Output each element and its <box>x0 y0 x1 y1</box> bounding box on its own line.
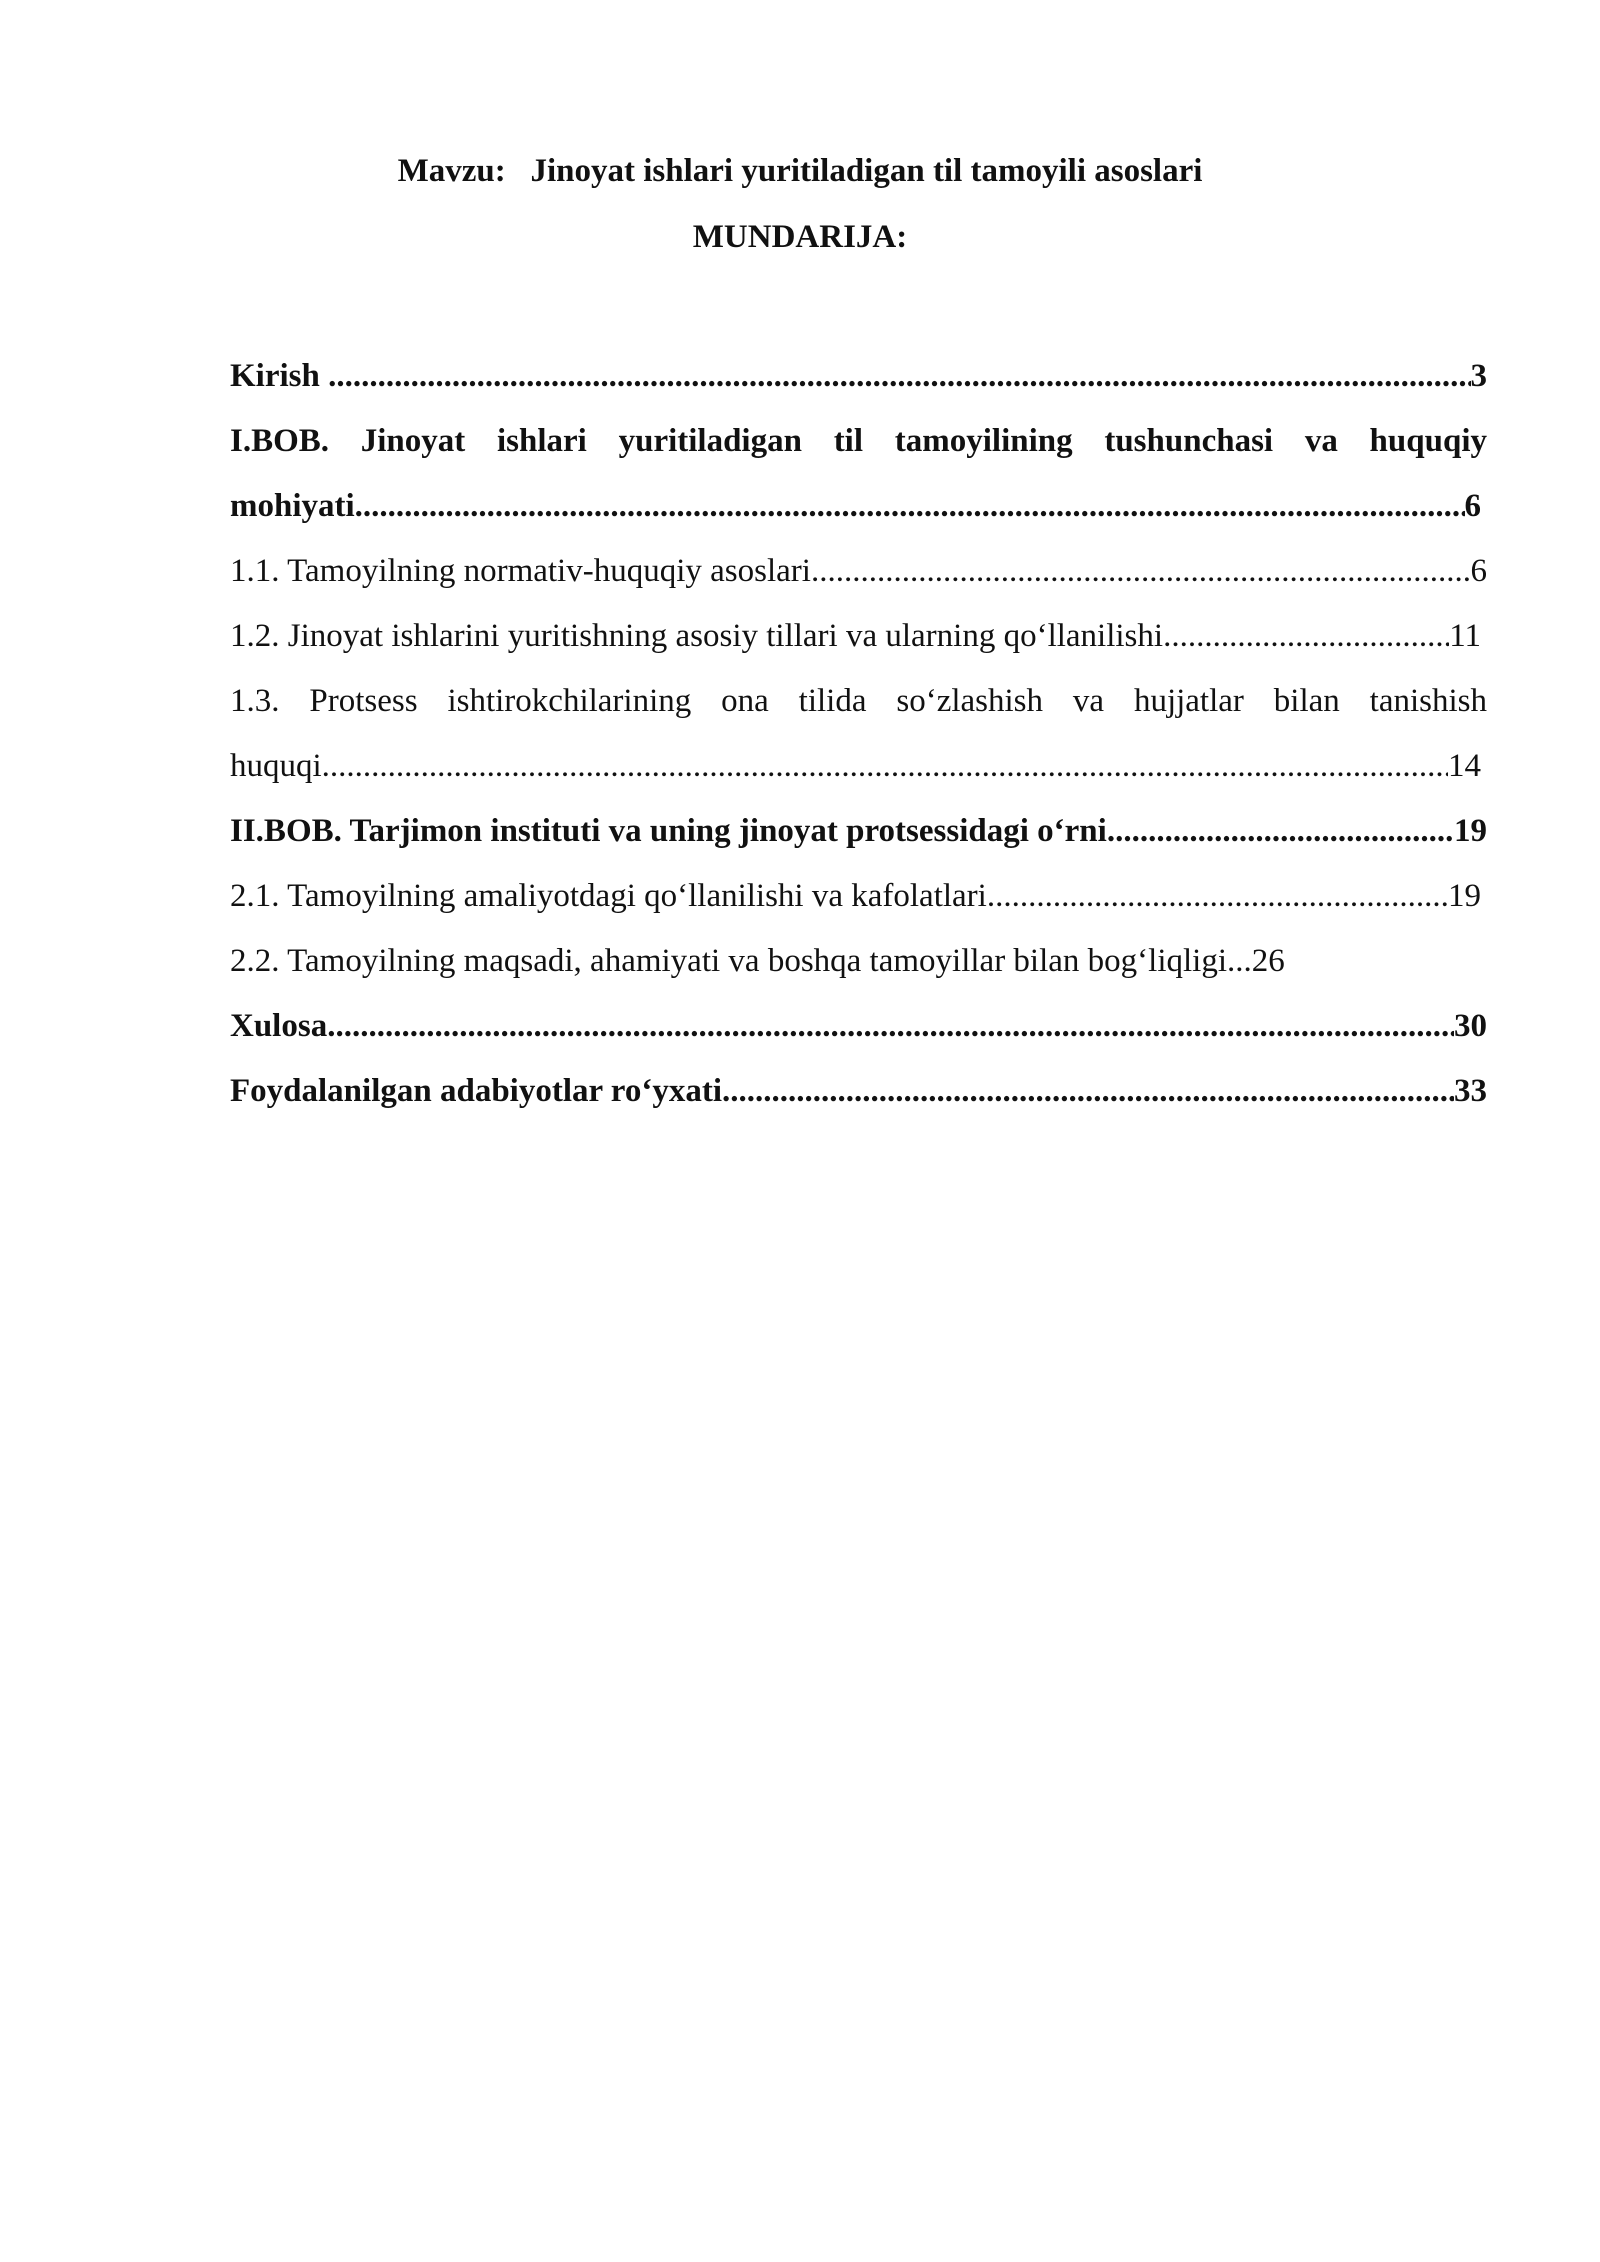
toc-entry-bob1-line1: I.BOB. Jinoyat ishlari yuritiladigan til tamoyilining tushunchasi va huquqiy <box>230 423 1487 459</box>
toc-page-number: 14 <box>1448 748 1481 784</box>
toc-entry-kirish <box>230 344 1487 409</box>
toc-entry-title: II.BOB. Tarjimon instituti va uning jinoyat protsessidagi o‘rni <box>230 813 1107 849</box>
toc-page-number: 3 <box>1470 358 1487 394</box>
dot-leader <box>322 734 1448 799</box>
toc-page-number: 6 <box>1464 488 1481 524</box>
toc-entry-title: Kirish <box>230 358 329 394</box>
toc-page-number: 6 <box>1470 553 1487 589</box>
toc-entry-adabiyotlar <box>230 1059 1487 1124</box>
topic-title: Mavzu: Jinoyat ishlari yuritiladigan til tamoyili asoslari <box>397 153 1203 189</box>
dot-leader <box>1107 799 1454 864</box>
dot-leader <box>1163 604 1449 669</box>
toc-page-number: 26 <box>1251 943 1285 979</box>
toc-entry-xulosa <box>230 994 1487 1059</box>
dot-leader <box>811 539 1471 604</box>
toc-entry-title: 2.1. Tamoyilning amaliyotdagi qo‘llanilishi va kafolatlari <box>230 878 987 914</box>
dot-leader <box>722 1059 1454 1124</box>
toc-page-number: 33 <box>1454 1073 1487 1109</box>
toc-entry-title: Foydalanilgan adabiyotlar ro‘yxati <box>230 1073 723 1109</box>
toc-entry-1-1 <box>230 539 1487 604</box>
dot-leader <box>355 474 1465 539</box>
toc-heading: MUNDARIJA: <box>692 219 908 255</box>
toc-entry-title: 1.1. Tamoyilning normativ-huquqiy asoslari <box>230 553 811 589</box>
toc-page-number: 30 <box>1454 1008 1487 1044</box>
toc-entry-2-2 <box>230 929 1487 994</box>
dot-leader <box>327 994 1454 1059</box>
toc-page-number: 11 <box>1449 618 1481 654</box>
toc-entry-title: 2.2. Tamoyilning maqsadi, ahamiyati va boshqa tamoyillar bilan bog‘liqligi <box>230 943 1227 979</box>
toc-entry-title: huquqi <box>230 748 322 784</box>
toc-entry-title: Xulosa <box>230 1008 328 1044</box>
toc-page-number: 19 <box>1448 878 1481 914</box>
toc-entry-title: 1.2. Jinoyat ishlarini yuritishning asosiy tillari va ularning qo‘llanilishi <box>230 618 1164 654</box>
table-of-contents <box>230 344 1487 1124</box>
toc-entry-bob2 <box>230 799 1487 864</box>
dot-leader <box>987 864 1448 929</box>
toc-entry-1-3-line1: 1.3. Protsess ishtirokchilarining ona tilida so‘zlashish va hujjatlar bilan tanishish <box>230 683 1487 719</box>
dot-leader: ... <box>1227 943 1252 979</box>
toc-entry-2-1 <box>230 864 1487 929</box>
toc-entry-title: mohiyati <box>230 488 355 524</box>
toc-entry-bob1-line2 <box>230 474 1487 539</box>
toc-entry-1-2 <box>230 604 1487 669</box>
toc-page-number: 19 <box>1454 813 1487 849</box>
toc-entry-1-3-line2 <box>230 734 1487 799</box>
dot-leader <box>328 344 1470 409</box>
